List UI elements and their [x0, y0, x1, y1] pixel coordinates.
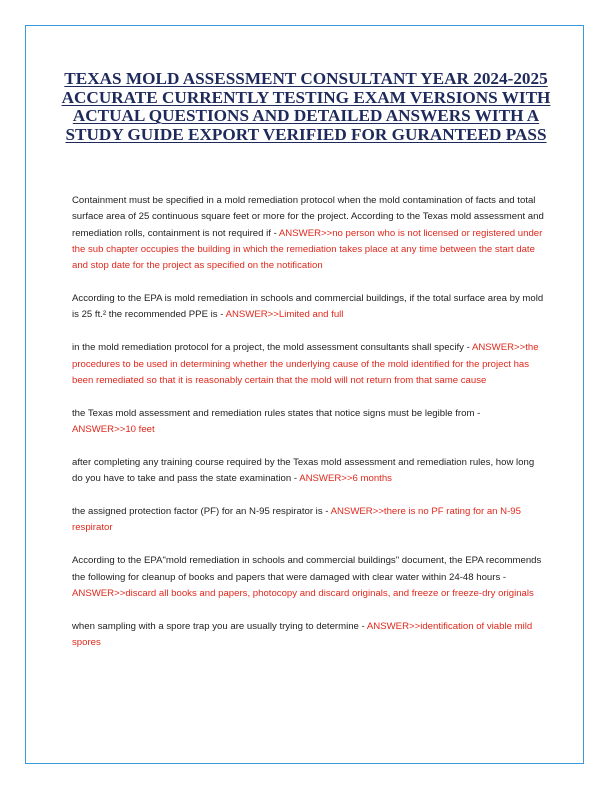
question-text: According to the EPA"mold remediation in schools and commercial buildings" document, the EPA recommends the following for cleanup of books and papers that were damaged with clear water within 24-48 hours - — [72, 555, 542, 583]
question-text: the Texas mold assessment and remediation rules states that notice signs must be legible from - — [72, 407, 481, 419]
qa-item — [72, 553, 544, 602]
answer-text: ANSWER>>6 months — [299, 473, 392, 485]
answer-text: ANSWER>>identification of viable mild spores — [72, 620, 533, 649]
question-text: Containment must be specified in a mold remediation protocol when the mold contamination of facts and total surface area of 25 continuous square feet or more for the project. According to the Texas mold assessment and remediation rolls, containment is not required if - — [72, 195, 544, 239]
question-text: According to the EPA is mold remediation in schools and commercial buildings, if the total surface area by mold is 25 ft.² the recommended PPE is - — [72, 293, 544, 321]
qa-item — [72, 340, 544, 389]
answer-text: ANSWER>>no person who is not licensed or registered under the sub chapter occupies the building in which the remediation takes place at any time between the start date and stop date for the project as specified on the notification — [72, 227, 543, 272]
answer-text: ANSWER>>10 feet — [72, 424, 155, 436]
qa-item — [72, 455, 544, 488]
qa-item — [72, 619, 544, 652]
answer-text: ANSWER>>there is no PF rating for an N-95 respirator — [72, 506, 521, 534]
answer-text: ANSWER>>discard all books and papers, photocopy and discard originals, and freeze or freeze-dry originals — [72, 587, 534, 599]
qa-item — [72, 193, 544, 274]
qa-list — [72, 193, 544, 668]
answer-text: ANSWER>>the procedures to be used in determining whether the underlying cause of the mold identified for the project has been remediated so that it is reasonably certain that the mold will not return from that same cause — [72, 342, 539, 386]
question-text: in the mold remediation protocol for a project, the mold assessment consultants shall specify - — [72, 342, 472, 354]
document-title: TEXAS MOLD ASSESSMENT CONSULTANT YEAR 2024-2025 ACCURATE CURRENTLY TESTING EXAM VERSIONS WITH ACTUAL QUESTIONS AND DETAILED ANSWERS WITH A STUDY GUIDE EXPORT VERIFIED FOR GURANTEED PASS — [61, 69, 551, 144]
question-text: when sampling with a spore trap you are usually trying to determine - — [72, 620, 367, 632]
qa-item — [72, 291, 544, 324]
qa-item — [72, 406, 544, 439]
answer-text: ANSWER>>Limited and full — [225, 309, 344, 321]
question-text: the assigned protection factor (PF) for an N-95 respirator is - — [72, 506, 331, 518]
qa-item — [72, 504, 544, 537]
question-text: after completing any training course required by the Texas mold assessment and remediation rules, how long do you have to take and pass the state examination - — [72, 456, 535, 485]
